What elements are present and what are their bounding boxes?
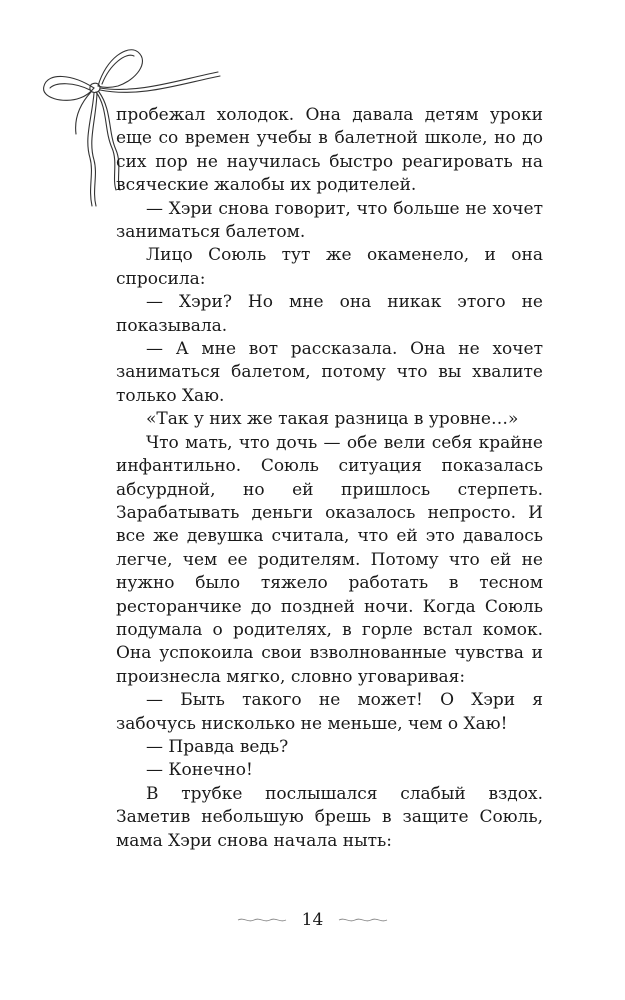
page-number: 14	[301, 910, 324, 930]
paragraph: Лицо Союль тут же окаменело, и она спросила:	[116, 245, 543, 289]
paragraph: — Правда ведь?	[146, 736, 289, 757]
paragraph: Что мать, что дочь — обе вели себя крайне инфантильно. Союль ситуация показалась абсурдной, но ей пришлось стерпеть. Зарабатывать деньги оказалось непросто. И все же девушка считала, что ей это давалось легче, чем ее родителям. Потому что ей не нужно было тяжело работать в тесном ресторанчике до поздней ночи. Когда Союль подумала о родителях, в горле встал комок. Она успокоила свои взволнованные чувства и произнесла мягко, словно уговаривая:	[116, 432, 543, 687]
paragraph: В трубке послышался слабый вздох. Заметив небольшую брешь в защите Союль, мама Хэри снова начала ныть:	[116, 783, 543, 851]
paragraph: пробежал холодок. Она давала детям уроки еще со времен учебы в балетной школе, но до сих пор не научилась быстро реагировать на всяческие жалобы их родителей.	[116, 105, 543, 196]
page-footer	[0, 910, 625, 930]
paragraph: — Хэри? Но мне она никак этого не показывала.	[116, 292, 543, 336]
left-flourish-icon	[236, 915, 288, 925]
paragraph: «Так у них же такая разница в уровне…»	[146, 409, 519, 430]
right-flourish-icon	[337, 915, 389, 925]
paragraph: — Конечно!	[146, 760, 253, 781]
paragraph: — Быть такого не может! О Хэри я забочусь нисколько не меньше, чем о Хаю!	[116, 690, 543, 734]
paragraph: — А мне вот рассказала. Она не хочет заниматься балетом, потому что вы хвалите только Хаю.	[116, 339, 543, 406]
body-text	[116, 104, 543, 853]
paragraph: — Хэри снова говорит, что больше не хочет заниматься балетом.	[116, 198, 543, 243]
